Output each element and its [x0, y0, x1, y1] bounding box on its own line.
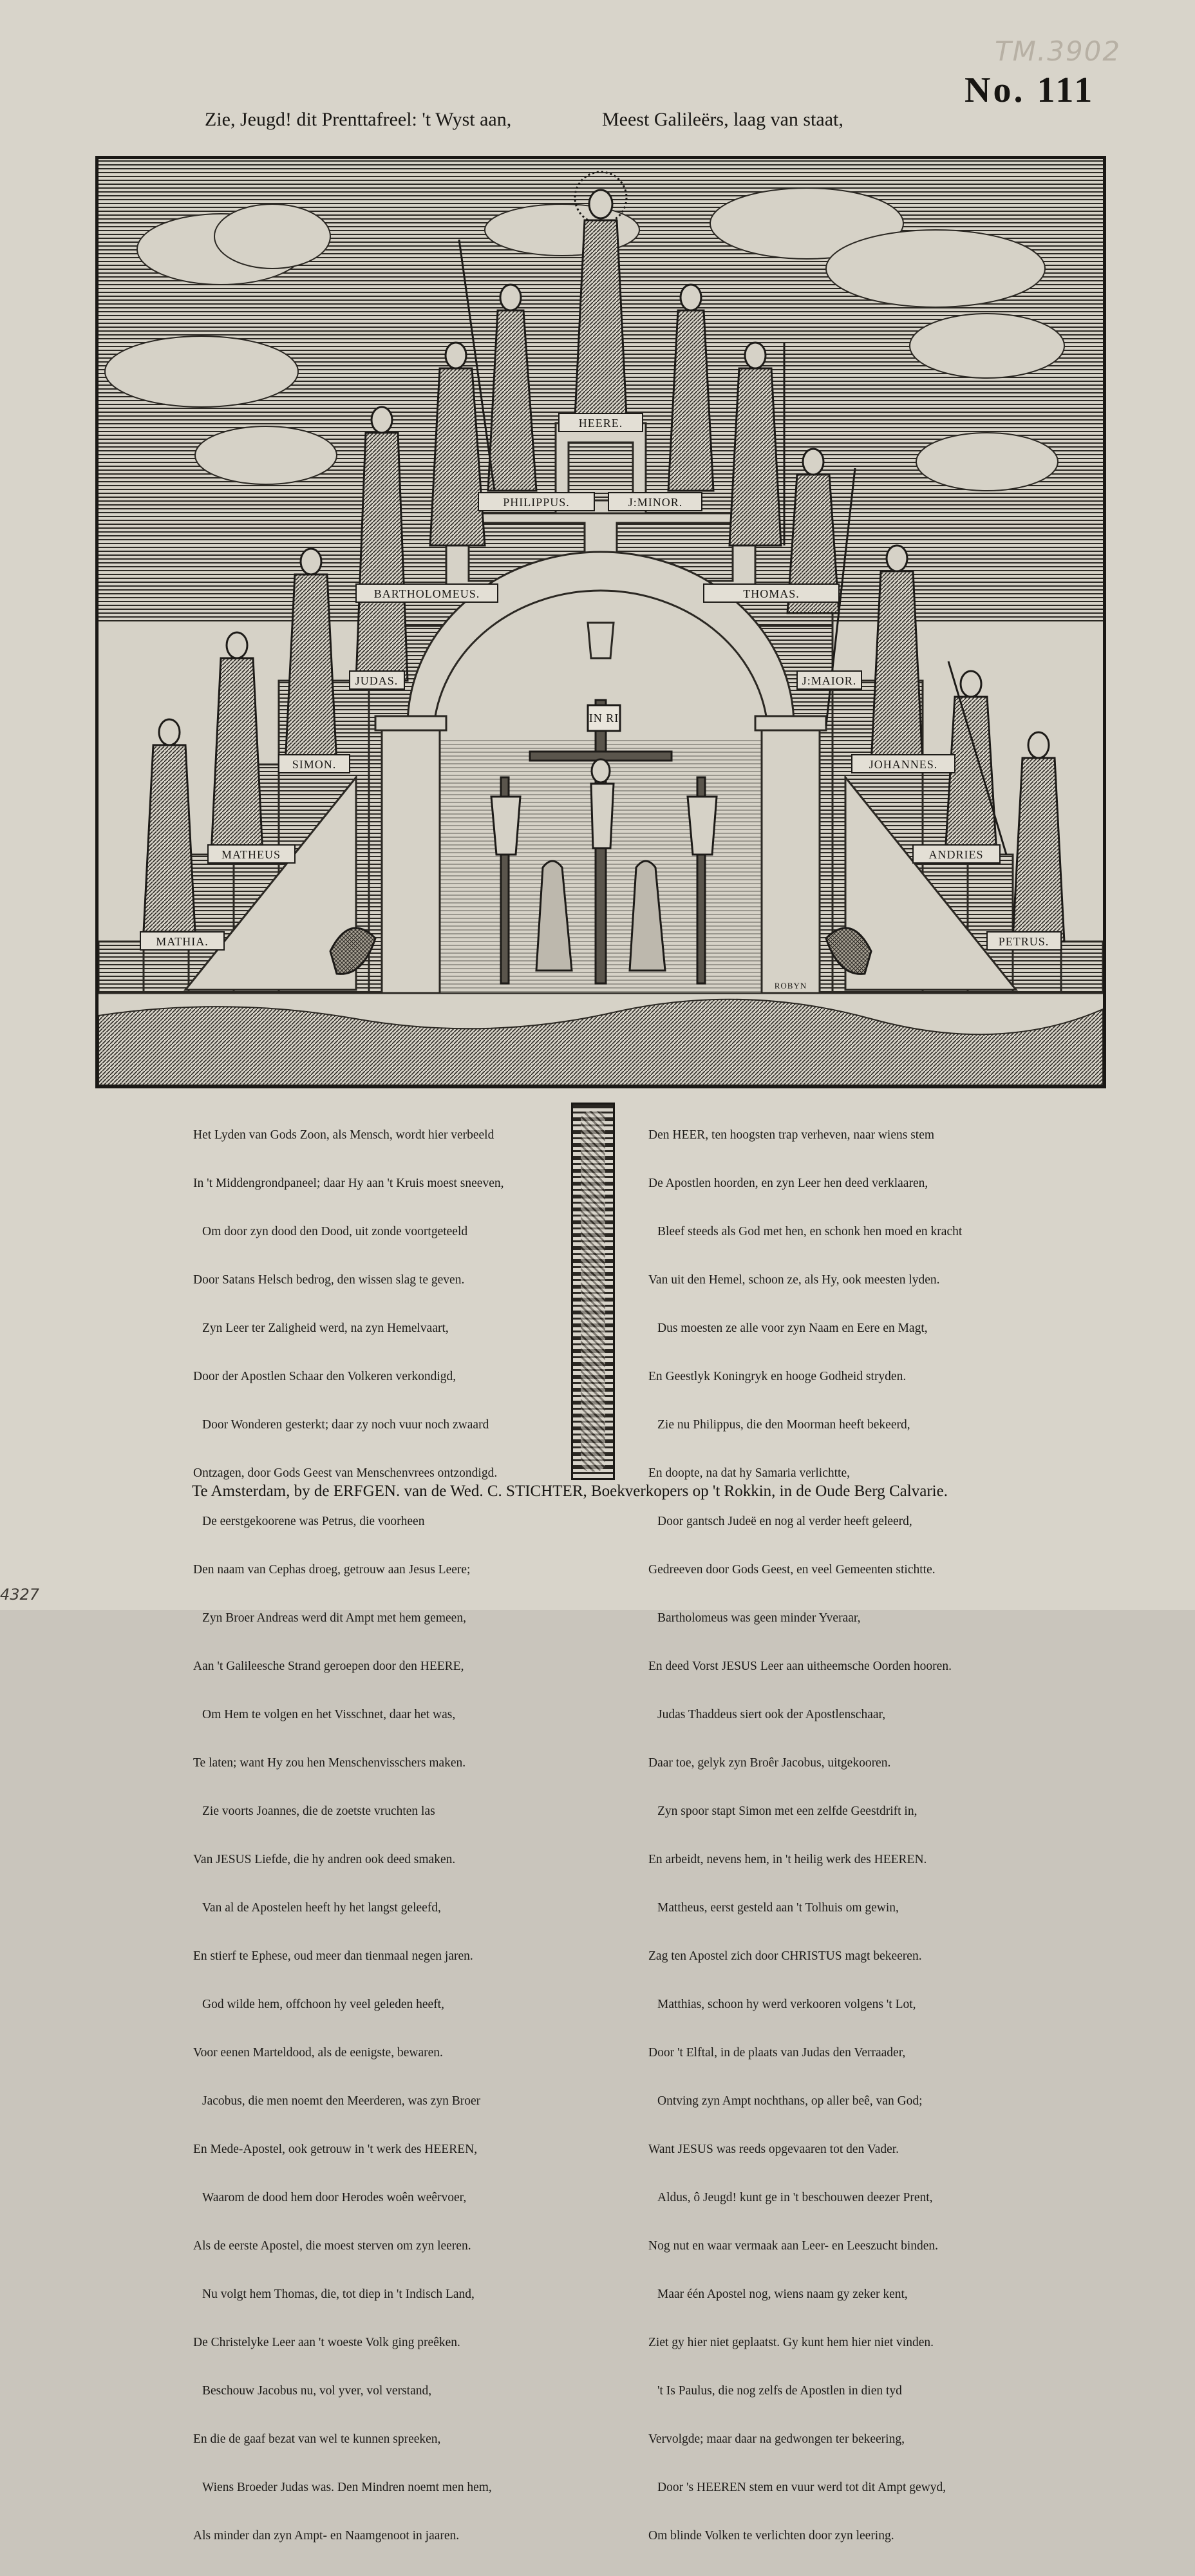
- verse-line: Ontzagen, door Gods Geest van Menschenvrees ontzondigd.: [193, 1466, 498, 1480]
- verse-line: De eerstgekoorene was Petrus, die voorheen: [202, 1515, 425, 1528]
- label-heere: HEERE.: [578, 417, 623, 430]
- verse-line: Van al de Apostelen heeft hy het langst geleefd,: [202, 1901, 441, 1915]
- verse-line: Bartholomeus was geen minder Yveraar,: [657, 1611, 861, 1625]
- publisher-imprint: Te Amsterdam, by de ERFGEN. van de Wed. C. STICHTER, Boekverkopers op 't Rokkin, in de Oude Berg Calvarie.: [192, 1482, 948, 1500]
- verse-line: De Apostlen hoorden, en zyn Leer hen deed verklaaren,: [648, 1177, 928, 1190]
- engraver-signature: ROBYN: [774, 981, 807, 990]
- verse-line: Den HEER, ten hoogsten trap verheven, naar wiens stem: [648, 1128, 935, 1142]
- verse-line: Ontving zyn Ampt nochthans, op aller beê, van God;: [657, 2094, 923, 2108]
- header-line: Meest Galileërs, laag van staat,: [602, 109, 843, 130]
- verse-line: Aan 't Galileesche Strand geroepen door den HEERE,: [193, 1660, 464, 1673]
- verse-line: Mattheus, eerst gesteld aan 't Tolhuis om gewin,: [657, 1901, 899, 1915]
- verse-line: Zyn Broer Andreas werd dit Ampt met hem gemeen,: [202, 1611, 466, 1625]
- verse-line: Van JESUS Liefde, die hy andren ook deed smaken.: [193, 1853, 456, 1866]
- verse-line: Zyn spoor stapt Simon met een zelfde Geestdrift in,: [657, 1804, 917, 1818]
- collection-number: 4327: [0, 1586, 40, 1604]
- verse-line: Wiens Broeder Judas was. Den Mindren noemt men hem,: [202, 2481, 492, 2494]
- verse-column-left: [193, 1095, 541, 2576]
- verse-line: De Christelyke Leer aan 't woeste Volk ging preêken.: [193, 2336, 460, 2349]
- verse-line: Door Satans Helsch bedrog, den wissen slag te geven.: [193, 1273, 465, 1287]
- print-number: No. 111: [964, 70, 1095, 110]
- verse-line: In 't Middengrondpaneel; daar Hy aan 't Kruis moest sneeven,: [193, 1177, 504, 1190]
- inri-label: IN RI: [588, 712, 619, 724]
- label-judas: JUDAS.: [355, 674, 399, 687]
- verse-line: Judas Thaddeus siert ook der Apostlenschaar,: [657, 1708, 886, 1721]
- figure-petrus: [1013, 732, 1064, 942]
- verse-line: Jacobus, die men noemt den Meerderen, was zyn Broer: [202, 2094, 481, 2108]
- verse-line: Door 's HEEREN stem en vuur werd tot dit Ampt gewyd,: [657, 2481, 946, 2494]
- verse-line: Want JESUS was reeds opgevaaren tot den Vader.: [648, 2143, 899, 2156]
- verse-line: En Geestlyk Koningryk en hooge Godheid stryden.: [648, 1370, 907, 1383]
- verse-line: Matthias, schoon hy werd verkooren volgens 't Lot,: [657, 1998, 916, 2011]
- figure-matheus: [211, 632, 263, 855]
- verse-line: Voor eenen Marteldood, als de eenigste, bewaren.: [193, 2046, 443, 2060]
- woodcut-drawing: [99, 159, 1103, 1085]
- verse-line: Ziet gy hier niet geplaatst. Gy kunt hem hier niet vinden.: [648, 2336, 934, 2349]
- inventory-mark: TM.3902: [995, 35, 1122, 67]
- verse-line: Zag ten Apostel zich door CHRISTUS magt bekeeren.: [648, 1949, 922, 1963]
- verse-line: Zie nu Philippus, die den Moorman heeft bekeerd,: [657, 1418, 910, 1432]
- label-j-maior: J:MAIOR.: [802, 674, 857, 687]
- verse-line: 't Is Paulus, die nog zelfs de Apostlen in dien tyd: [657, 2384, 902, 2398]
- verse-line: En deed Vorst JESUS Leer aan uitheemsche Oorden hooren.: [648, 1660, 952, 1673]
- verse-column-right: [648, 1095, 1009, 2576]
- label-petrus: PETRUS.: [998, 935, 1049, 948]
- verse-line: Zie voorts Joannes, die de zoetste vruchten las: [202, 1804, 435, 1818]
- verse-line: Dus moesten ze alle voor zyn Naam en Eere en Magt,: [657, 1321, 928, 1335]
- verse-line: En arbeidt, nevens hem, in 't heilig werk des HEEREN.: [648, 1853, 927, 1866]
- label-johannes: JOHANNES.: [869, 758, 938, 771]
- verse-line: Door der Apostlen Schaar den Volkeren verkondigd,: [193, 1370, 456, 1383]
- verse-line: En Mede-Apostel, ook getrouw in 't werk des HEEREN,: [193, 2143, 478, 2156]
- header-line: Zie, Jeugd! dit Prenttafreel: 't Wyst aan,: [205, 109, 512, 130]
- verse-line: Als de eerste Apostel, die moest sterven om zyn leeren.: [193, 2239, 471, 2253]
- verse-line: Om door zyn dood den Dood, uit zonde voortgeteeld: [202, 1225, 468, 1238]
- label-simon: SIMON.: [292, 758, 337, 771]
- verse-line: Te laten; want Hy zou hen Menschenvisschers maken.: [193, 1756, 466, 1770]
- verse-line: Om Hem te volgen en het Visschnet, daar het was,: [202, 1708, 456, 1721]
- figure-mathia: [144, 719, 195, 932]
- verse-line: God wilde hem, offchoon hy veel geleden heeft,: [202, 1998, 444, 2011]
- verse-line: Den naam van Cephas droeg, getrouw aan Jesus Leere;: [193, 1563, 471, 1577]
- label-andries: ANDRIES: [928, 848, 984, 861]
- label-j-minor: J:MINOR.: [628, 496, 683, 509]
- verse-line: Door gantsch Judeë en nog al verder heeft geleerd,: [657, 1515, 912, 1528]
- label-thomas: THOMAS.: [743, 587, 800, 600]
- verse-line: Het Lyden van Gods Zoon, als Mensch, wordt hier verbeeld: [193, 1128, 494, 1142]
- verse-line: Door 't Elftal, in de plaats van Judas den Verraader,: [648, 2046, 906, 2060]
- verse-line: Waarom de dood hem door Herodes woên weêrvoer,: [202, 2191, 467, 2204]
- verse-line: Zyn Leer ter Zaligheid werd, na zyn Hemelvaart,: [202, 1321, 449, 1335]
- decorative-divider: [571, 1103, 615, 1480]
- label-matheus: MATHEUS: [221, 848, 281, 861]
- verse-line: Nog nut en waar vermaak aan Leer- en Leeszucht binden.: [648, 2239, 939, 2253]
- verse-line: Beschouw Jacobus nu, vol yver, vol verstand,: [202, 2384, 432, 2398]
- verse-line: Bleef steeds als God met hen, en schonk hen moed en kracht: [657, 1225, 963, 1238]
- verse-line: Vervolgde; maar daar na gedwongen ter bekeering,: [648, 2432, 905, 2446]
- label-philippus: PHILIPPUS.: [503, 496, 570, 509]
- verse-line: En doopte, na dat hy Samaria verlichtte,: [648, 1466, 850, 1480]
- verse-line: Aldus, ô Jeugd! kunt ge in 't beschouwen deezer Prent,: [657, 2191, 933, 2204]
- verse-line: En stierf te Ephese, oud meer dan tienmaal negen jaren.: [193, 1949, 473, 1963]
- verse-line: Gedreeven door Gods Geest, en veel Gemeenten stichtte.: [648, 1563, 936, 1577]
- woodcut-illustration: [95, 156, 1106, 1088]
- verse-line: Maar één Apostel nog, wiens naam gy zeker kent,: [657, 2287, 908, 2301]
- verse-line: Van uit den Hemel, schoon ze, als Hy, ook meesten lyden.: [648, 1273, 940, 1287]
- verse-line: En die de gaaf bezat van wel te kunnen spreeken,: [193, 2432, 441, 2446]
- label-bartholomeus: BARTHOLOMEUS.: [373, 587, 480, 600]
- verse-line: Daar toe, gelyk zyn Broêr Jacobus, uitgekooren.: [648, 1756, 891, 1770]
- verse-line: Door Wonderen gesterkt; daar zy noch vuur noch zwaard: [202, 1418, 489, 1432]
- verse-line: Als minder dan zyn Ampt- en Naamgenoot in jaaren.: [193, 2529, 460, 2543]
- label-mathia: MATHIA.: [156, 935, 209, 948]
- verse-line: Om blinde Volken te verlichten door zyn leering.: [648, 2529, 894, 2543]
- verse-line: Nu volgt hem Thomas, die, tot diep in 't Indisch Land,: [202, 2287, 475, 2301]
